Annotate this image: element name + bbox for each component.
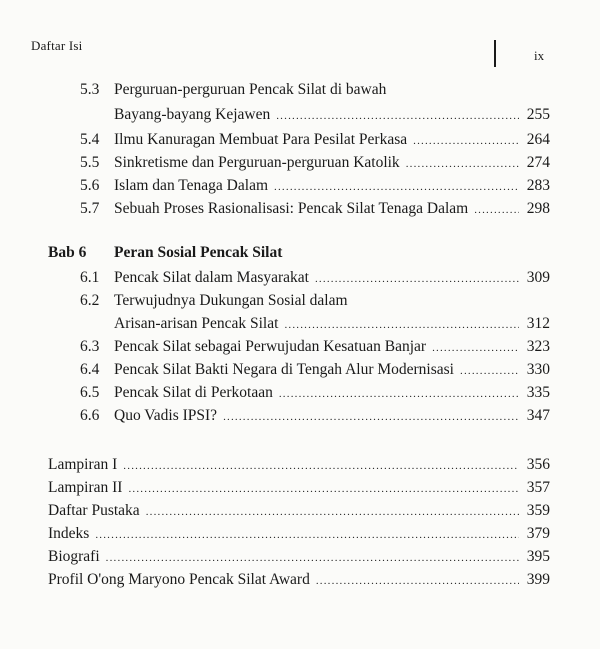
entry-number: 5.6 [80, 177, 100, 194]
entry-page: 379 [526, 525, 550, 542]
entry-page: 357 [526, 479, 550, 496]
entry-page: 274 [526, 154, 550, 171]
dot-leader [276, 106, 519, 126]
entry-page: 309 [526, 269, 550, 286]
toc-entry-5-3-line1[interactable] [80, 80, 550, 100]
toc-entry-5-4[interactable] [80, 130, 550, 151]
entry-page: 330 [526, 361, 550, 378]
toc-entry-indeks[interactable] [48, 524, 550, 545]
entry-title: Terwujudnya Dukungan Sosial dalam [114, 292, 348, 309]
entry-page: 399 [526, 571, 550, 588]
entry-number: 6.3 [80, 338, 100, 355]
toc-entry-6-1[interactable] [80, 268, 550, 289]
toc-entry-lampiran-2[interactable] [48, 478, 550, 499]
dot-leader [284, 315, 518, 335]
entry-title: Sebuah Proses Rasionalisasi: Pencak Silat Tenaga Dalam [114, 200, 469, 217]
entry-page: 359 [526, 502, 550, 519]
toc-entry-5-5[interactable] [80, 153, 550, 174]
entry-page: 255 [526, 106, 550, 123]
entry-number: 5.3 [80, 81, 100, 98]
entry-page: 356 [526, 456, 550, 473]
entry-title: Bayang-bayang Kejawen [114, 106, 271, 123]
dot-leader [95, 525, 518, 545]
entry-page: 283 [526, 177, 550, 194]
entry-page: 347 [526, 407, 550, 424]
page-number: ix [534, 48, 545, 63]
entry-title: Sinkretisme dan Perguruan-perguruan Katolik [114, 154, 400, 171]
entry-number: 5.7 [80, 200, 100, 217]
toc-entry-daftar-pustaka[interactable] [48, 501, 550, 522]
entry-number: 6.1 [80, 269, 100, 286]
dot-leader [316, 571, 519, 591]
dot-leader [460, 361, 519, 381]
entry-page: 264 [526, 131, 550, 148]
entry-title: Profil O'ong Maryono Pencak Silat Award [48, 571, 310, 588]
entry-title: Arisan-arisan Pencak Silat [114, 315, 279, 332]
entry-number: 6.5 [80, 384, 100, 401]
entry-page: 335 [526, 384, 550, 401]
dot-leader [474, 200, 519, 220]
entry-title: Perguruan-perguruan Pencak Silat di bawah [114, 81, 387, 98]
header-divider [494, 40, 496, 67]
dot-leader [223, 407, 519, 427]
entry-title: Pencak Silat dalam Masyarakat [114, 269, 309, 286]
entry-title: Lampiran I [48, 456, 118, 473]
entry-title: Quo Vadis IPSI? [114, 407, 218, 424]
entry-page: 312 [526, 315, 550, 332]
entry-number: 5.4 [80, 131, 100, 148]
entry-number: 6.6 [80, 407, 100, 424]
entry-title: Lampiran II [48, 479, 123, 496]
dot-leader [128, 479, 518, 499]
dot-leader [274, 177, 519, 197]
entry-title: Ilmu Kanuragan Membuat Para Pesilat Perkasa [114, 131, 408, 148]
toc-entry-6-4[interactable] [80, 360, 550, 381]
chapter-6-heading[interactable] [48, 243, 548, 263]
entry-page: 298 [526, 200, 550, 217]
dot-leader [315, 269, 519, 289]
entry-number: 6.4 [80, 361, 100, 378]
chapter-title: Peran Sosial Pencak Silat [114, 244, 283, 261]
toc-entry-biografi[interactable] [48, 547, 550, 568]
chapter-label: Bab 6 [48, 244, 87, 261]
toc-entry-6-2-line1[interactable] [80, 291, 550, 311]
dot-leader [106, 548, 519, 568]
toc-entry-5-3-line2[interactable] [114, 105, 550, 126]
entry-number: 5.5 [80, 154, 100, 171]
entry-page: 323 [526, 338, 550, 355]
entry-title: Islam dan Tenaga Dalam [114, 177, 269, 194]
dot-leader [432, 338, 519, 358]
toc-entry-6-2-line2[interactable] [114, 314, 550, 335]
entry-number: 6.2 [80, 292, 100, 309]
dot-leader [413, 131, 519, 151]
entry-page: 395 [526, 548, 550, 565]
entry-title: Indeks [48, 525, 90, 542]
toc-entry-6-5[interactable] [80, 383, 550, 404]
entry-title: Biografi [48, 548, 100, 565]
dot-leader [279, 384, 519, 404]
dot-leader [406, 154, 519, 174]
toc-entry-5-6[interactable] [80, 176, 550, 197]
toc-entry-profil-award[interactable] [48, 570, 550, 591]
toc-entry-lampiran-1[interactable] [48, 455, 550, 476]
entry-title: Pencak Silat di Perkotaan [114, 384, 273, 401]
toc-entry-6-3[interactable] [80, 337, 550, 358]
entry-title: Pencak Silat sebagai Perwujudan Kesatuan Banjar [114, 338, 427, 355]
running-header-title: Daftar Isi [31, 38, 83, 53]
entry-title: Daftar Pustaka [48, 502, 140, 519]
toc-entry-6-6[interactable] [80, 406, 550, 427]
toc-entry-5-7[interactable] [80, 199, 550, 220]
dot-leader [146, 502, 519, 522]
entry-title: Pencak Silat Bakti Negara di Tengah Alur Modernisasi [114, 361, 454, 378]
dot-leader [123, 456, 518, 476]
